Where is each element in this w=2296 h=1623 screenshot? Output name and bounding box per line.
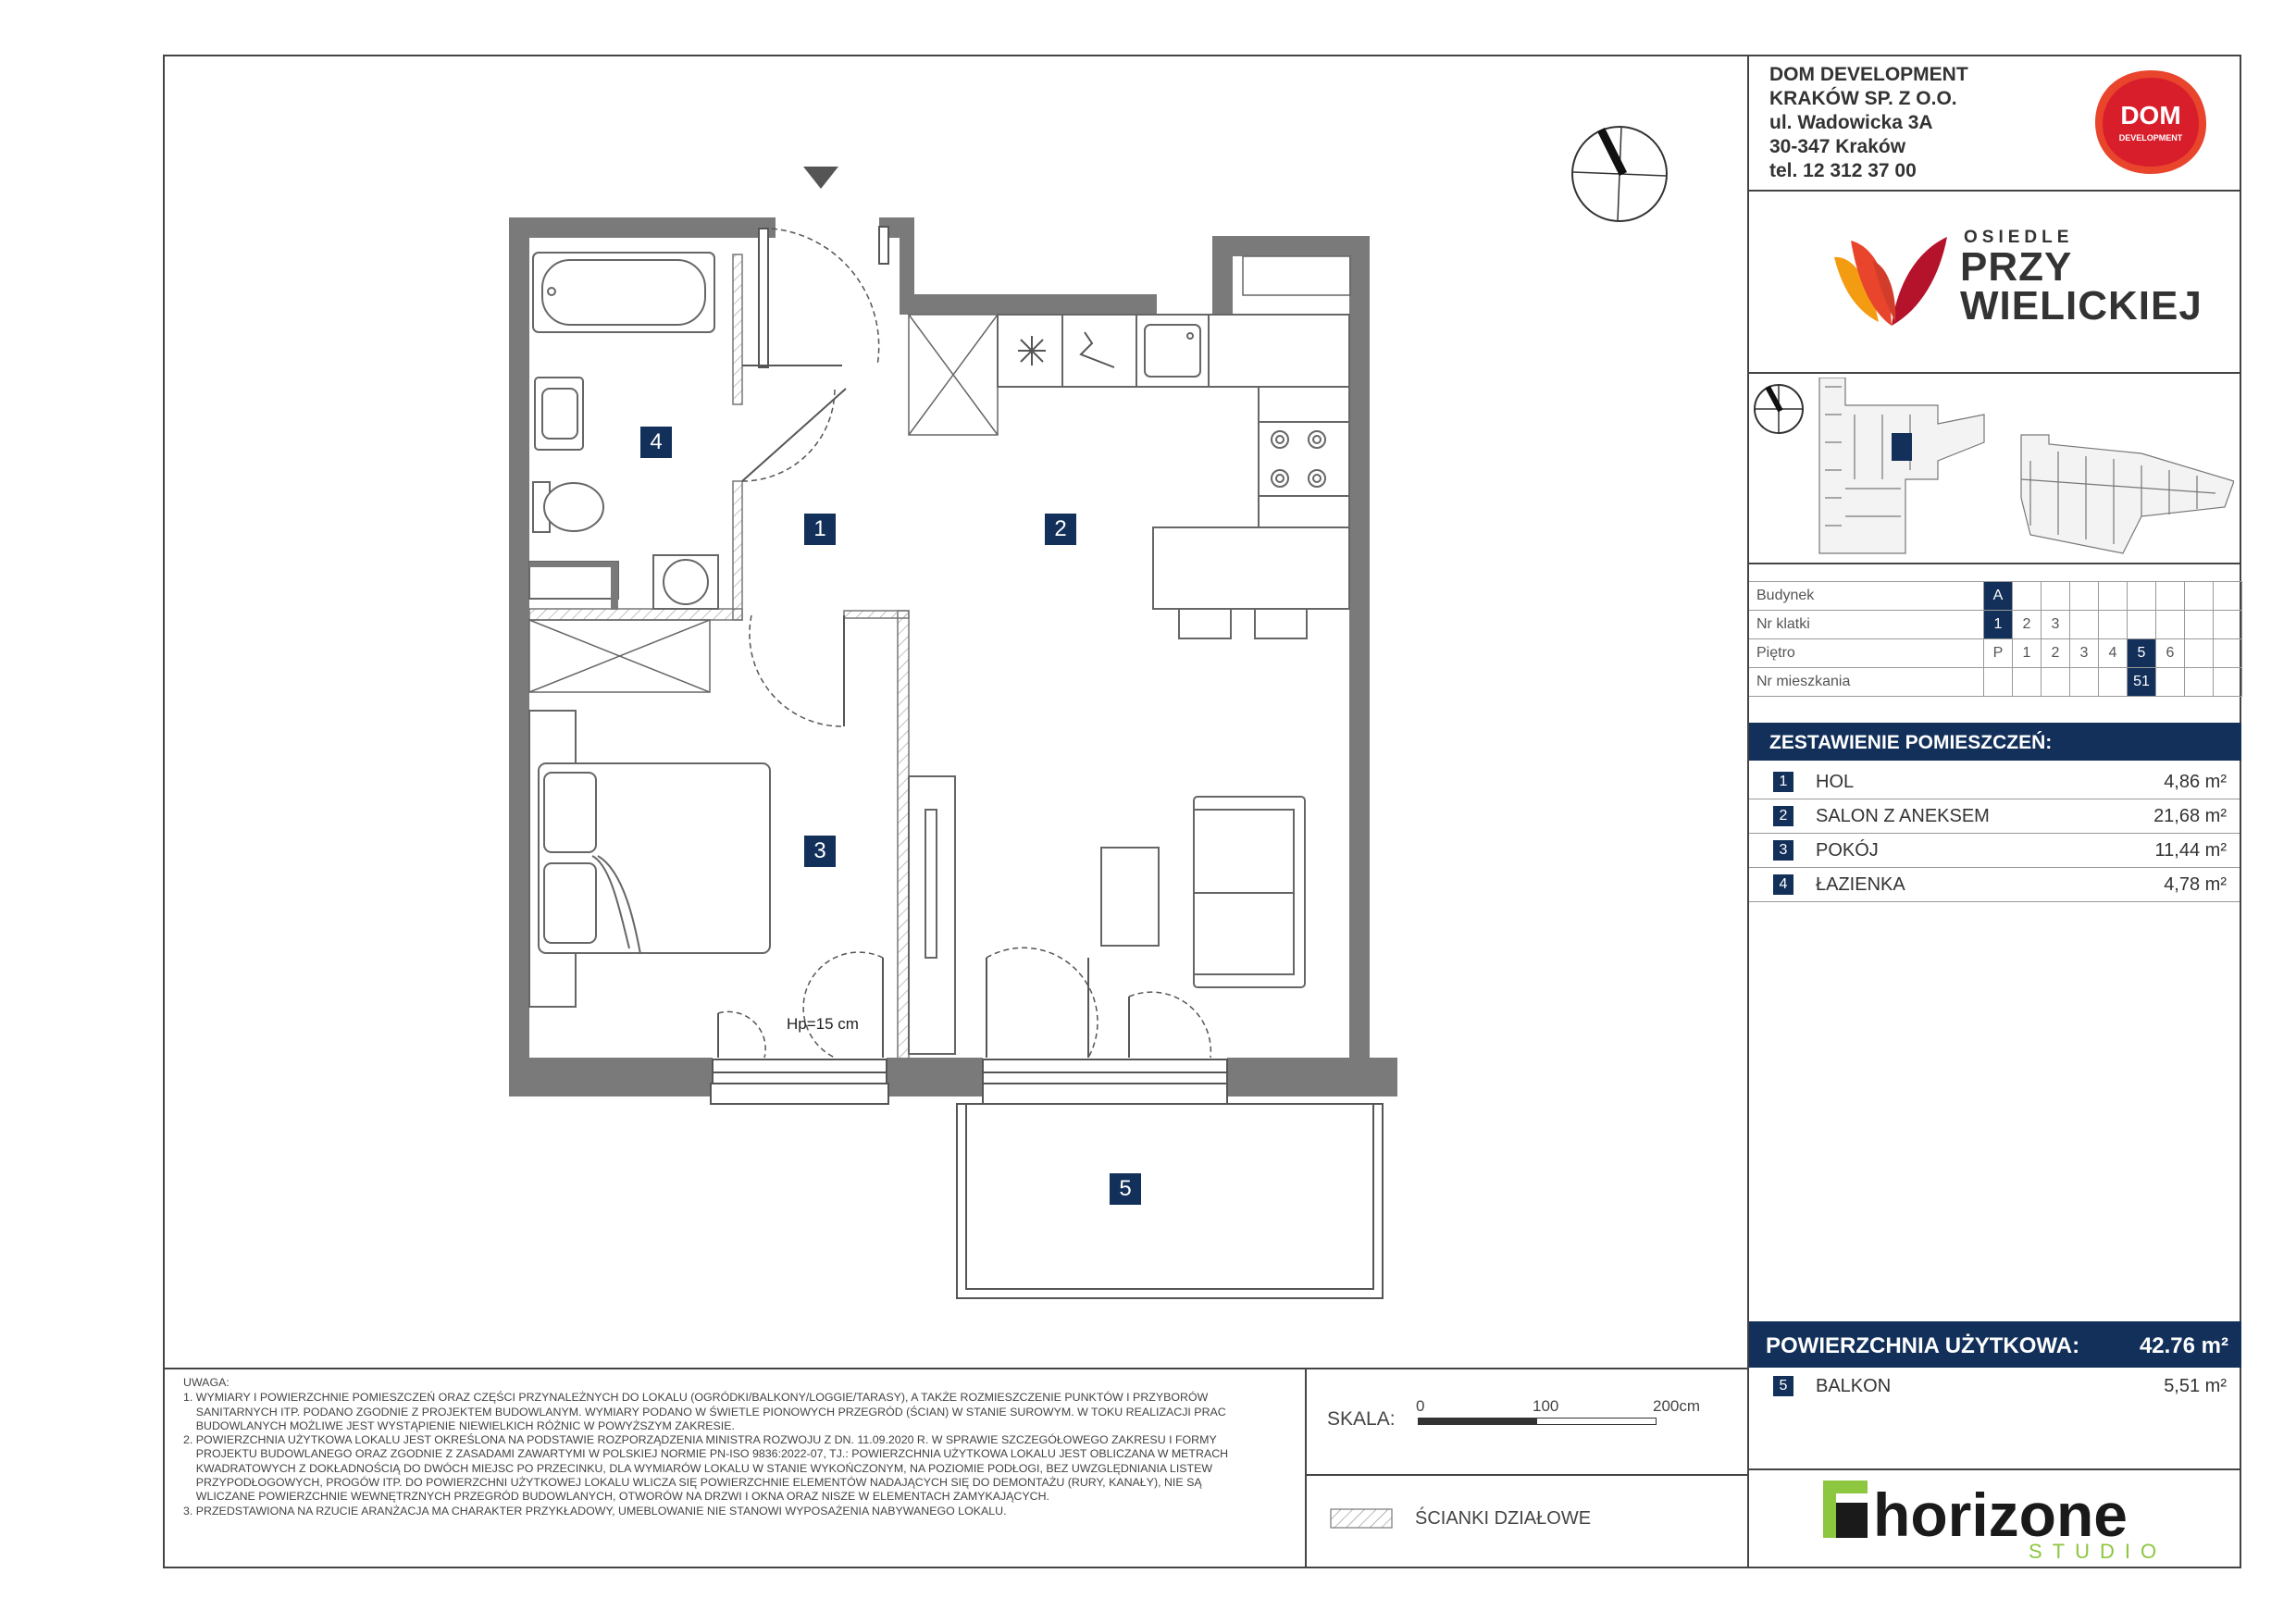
info-cell: 3: [2070, 639, 2099, 668]
kitchen-sink-icon: [1145, 325, 1200, 377]
room-badge-5: 5: [1110, 1173, 1141, 1205]
info-cell: [2214, 639, 2242, 668]
info-cell: [2042, 668, 2070, 697]
note-line: PRZYPODŁOGOWYCH, PROGÓW ITP. DO POWIERZCHNI UŻYTKOWEJ LOKALU WLICZA SIĘ POWIERZCHNIE ELEMENTÓW NADAJĄCYCH SIĘ DO DEMONTAŻU (RURY, KANAŁY), NIE SĄ: [183, 1476, 1202, 1490]
info-row-label: Budynek: [1749, 582, 1984, 611]
info-cell: [2185, 639, 2214, 668]
room-num: 4: [1773, 874, 1793, 895]
scale-label: SKALA:: [1327, 1408, 1396, 1430]
info-row: [1749, 611, 2242, 639]
info-cell: 6: [2156, 639, 2185, 668]
kitchen-island: [1153, 527, 1349, 638]
room-num: 2: [1773, 806, 1793, 826]
balcony-num: 5: [1773, 1376, 1793, 1396]
usable-area-value: 42.76 m²: [2139, 1333, 2228, 1358]
rooms-header-text: ZESTAWIENIE POMIESZCZEŃ:: [1769, 732, 2053, 753]
room-name: POKÓJ: [1816, 840, 1879, 861]
info-cell: 51: [2128, 668, 2156, 697]
info-cell: 2: [2042, 639, 2070, 668]
info-row-label: Piętro: [1749, 639, 1984, 668]
bathtub-icon: [533, 253, 714, 332]
room-area: 4,78 m²: [2164, 874, 2227, 895]
company-line: KRAKÓW SP. Z O.O.: [1769, 88, 1957, 109]
horizone-studio-logo: [1823, 1477, 2175, 1567]
company-address: [1769, 63, 1968, 183]
fridge-icon: [1018, 336, 1046, 365]
entrance-arrow-icon: [803, 167, 840, 195]
info-cell: P: [1984, 639, 2013, 668]
osiedle-logo-text: [1960, 228, 2203, 326]
legend-label: ŚCIANKI DZIAŁOWE: [1415, 1508, 1592, 1529]
hatch-legend-icon: [1330, 1508, 1393, 1529]
info-row-label: Nr klatki: [1749, 611, 1984, 639]
info-cell: [2070, 668, 2099, 697]
unit-info-table: [1749, 581, 2242, 697]
toilet-icon: [533, 482, 603, 532]
info-row: [1749, 639, 2242, 668]
info-cell: [1984, 668, 2013, 697]
info-cell: 1: [1984, 611, 2013, 639]
balcony-name: BALKON: [1816, 1376, 1892, 1396]
info-cell: [2128, 611, 2156, 639]
note-line: KWADRATOWYCH Z DOKŁADNOŚCIĄ DO DWÓCH MIEJSC PO PRZECINKU, DLA WYMIARÓW LOKALU W STANIE WYKOŃCZONYM, NA POZIOMIE PODŁOGI, BEZ UWZGLĘDNIANIA LISTEW: [183, 1461, 1213, 1475]
threshold-height-label: Hp=15 cm: [787, 1015, 859, 1033]
info-cell: [2070, 611, 2099, 639]
info-cell: [2185, 668, 2214, 697]
room-name: ŁAZIENKA: [1816, 874, 1905, 895]
dom-development-logo: [2093, 68, 2208, 180]
note-line: 2. POWIERZCHNIA UŻYTKOWA LOKALU JEST OKREŚLONA NA PODSTAWIE ROZPORZĄDZENIA MINISTRA ROZWOJU Z DN. 11.09.2020 R. W SPRAWIE SZCZEGÓŁOWEGO ZAKRESU I FORMY: [183, 1433, 1217, 1447]
notes-title: UWAGA:: [183, 1376, 230, 1389]
osiedle-logo-mark: [1832, 229, 1953, 336]
floor-plan: [500, 208, 1407, 1323]
info-cell: [2128, 582, 2156, 611]
room-row: [1749, 765, 2240, 799]
tv-cabinet: [909, 776, 955, 1054]
info-cell: A: [1984, 582, 2013, 611]
balcony-area: 5,51 m²: [2164, 1376, 2227, 1396]
room-area: 21,68 m²: [2153, 806, 2227, 826]
info-cell: [2042, 582, 2070, 611]
osiedle-small: OSIEDLE: [1964, 228, 2074, 247]
osiedle-line2: WIELICKIEJ: [1960, 283, 2203, 328]
info-cell: [2099, 668, 2128, 697]
balcony-row: [1749, 1369, 2240, 1403]
info-cell: [2185, 582, 2214, 611]
info-cell: [2013, 668, 2042, 697]
horizone-text: horizone: [1873, 1481, 2128, 1549]
room-row: [1749, 799, 2240, 834]
company-divider: [1747, 190, 2241, 192]
room-badge-2: 2: [1045, 514, 1076, 545]
room-badge-4: 4: [640, 427, 672, 458]
info-row: [1749, 668, 2242, 697]
company-line: ul. Wadowicka 3A: [1769, 112, 1933, 133]
compass-icon: [1570, 122, 1671, 224]
info-cell: 5: [2128, 639, 2156, 668]
keyplan-building-right: [2021, 435, 2234, 553]
scale-tick-0: 0: [1416, 1397, 1425, 1415]
info-cell: [2156, 611, 2185, 639]
note-line: SANITARNYCH ITP. PODANO ZGODNIE Z PROJEKTEM BUDOWLANYM. WYMIARY PODANO W ŚWIETLE PIONOWYCH PRZEGRÓD (ŚCIAN) W STANIE SUROWYM. W TOKU REALIZACJI PRAC: [183, 1405, 1226, 1419]
info-cell: [2013, 582, 2042, 611]
room-row: [1749, 868, 2240, 902]
room-area: 11,44 m²: [2154, 840, 2227, 861]
keyplan-compass-icon: [1755, 385, 1803, 433]
note-line: BUDOWLANYCH MOŻLIWE JEST WYSTĄPIENIE NIEWIELKICH RÓŻNIC W POWYŻSZYM ZAKRESIE.: [183, 1419, 735, 1432]
info-cell: [2099, 611, 2128, 639]
bed: [529, 711, 770, 1007]
dom-logo-text: DOM: [2120, 101, 2181, 130]
company-line: tel. 12 312 37 00: [1769, 160, 1917, 181]
compass: [1570, 122, 1671, 229]
room-badge-3: 3: [804, 836, 836, 867]
note-line: PROJEKTU BUDOWLANEGO ORAZ ZGODNIE Z ZASADAMI ZAWARTYMI W POLSKIEJ NORMIE PN-ISO 9836:2022-07, TJ.: POWIERZCHNIA UŻYTKOWA LOKALU JEST OBLICZANA W METRACH: [183, 1447, 1229, 1461]
keyplan-building-left: [1819, 378, 1984, 553]
info-cell: 4: [2099, 639, 2128, 668]
info-cell: [2185, 611, 2214, 639]
sofa: [1194, 797, 1305, 987]
info-row: [1749, 582, 2242, 611]
keyplan-selected-unit: [1892, 433, 1912, 461]
scale-legend-divider: [1305, 1474, 1749, 1476]
scale-bar-graphic: [1418, 1418, 1657, 1425]
washing-machine-icon: [653, 555, 718, 609]
notes: [183, 1376, 1290, 1518]
scale-tick-1: 100: [1533, 1397, 1559, 1415]
info-cell: 3: [2042, 611, 2070, 639]
coffee-table: [1101, 848, 1159, 946]
sink-icon: [535, 378, 583, 450]
room-num: 3: [1773, 840, 1793, 861]
usable-area-label: POWIERZCHNIA UŻYTKOWA:: [1766, 1333, 2080, 1358]
room-num: 1: [1773, 772, 1793, 792]
note-line: 3. PRZEDSTAWIONA NA RZUCIE ARANŻACJA MA CHARAKTER PRZYKŁADOWY, UMEBLOWANIE NIE STANOWI WYPOSAŻENIA NABYWANEGO LOKALU.: [183, 1504, 1007, 1518]
info-cell: [2156, 668, 2185, 697]
studio-text: STUDIO: [2029, 1540, 2167, 1562]
dom-logo-subtext: DEVELOPMENT: [2118, 133, 2183, 142]
info-cell: [2156, 582, 2185, 611]
room-name: HOL: [1816, 772, 1855, 792]
info-cell: 2: [2013, 611, 2042, 639]
info-row-label: Nr mieszkania: [1749, 668, 1984, 697]
notes-divider: [163, 1368, 1749, 1369]
company-line: 30-347 Kraków: [1769, 136, 1906, 157]
room-row: [1749, 834, 2240, 868]
info-cell: [2214, 668, 2242, 697]
key-plan: [1753, 378, 2234, 564]
room-area: 4,86 m²: [2164, 772, 2227, 792]
osiedle-line1: PRZY: [1960, 244, 2073, 290]
room-name: SALON Z ANEKSEM: [1816, 806, 1990, 826]
room-badge-1: 1: [804, 514, 836, 545]
studio-divider: [1747, 1468, 2241, 1470]
note-line: WLICZANE POWIERZCHNIE WEWNĘTRZNYCH PRZEGRÓD BUDOWLANYCH, OTWORÓW NA DRZWI I OKNA ORAZ NISZE W ELEMENTACH ZAMYKAJĄCYCH.: [183, 1490, 1049, 1504]
company-line: DOM DEVELOPMENT: [1769, 64, 1968, 85]
usable-area-bar: [1749, 1321, 2241, 1368]
info-cell: [2070, 582, 2099, 611]
info-cell: 1: [2013, 639, 2042, 668]
info-cell: [2214, 582, 2242, 611]
balcony-railing: [957, 1104, 1383, 1298]
info-cell: [2099, 582, 2128, 611]
scale-divider: [1305, 1368, 1307, 1568]
note-line: 1. WYMIARY I POWIERZCHNIE POMIESZCZEŃ ORAZ CZĘŚCI PRZYNALEŻNYCH DO LOKALU (OGRÓDKI/BALKONY/LOGGIE/TARASY), A TAKŻE ROZMIESZCZENIE PUNKTÓW I PRZYBORÓW: [183, 1391, 1209, 1405]
rooms-header: [1749, 723, 2241, 761]
info-cell: [2214, 611, 2242, 639]
scale-tick-2: 200cm: [1653, 1397, 1701, 1415]
logo-divider: [1747, 372, 2241, 374]
